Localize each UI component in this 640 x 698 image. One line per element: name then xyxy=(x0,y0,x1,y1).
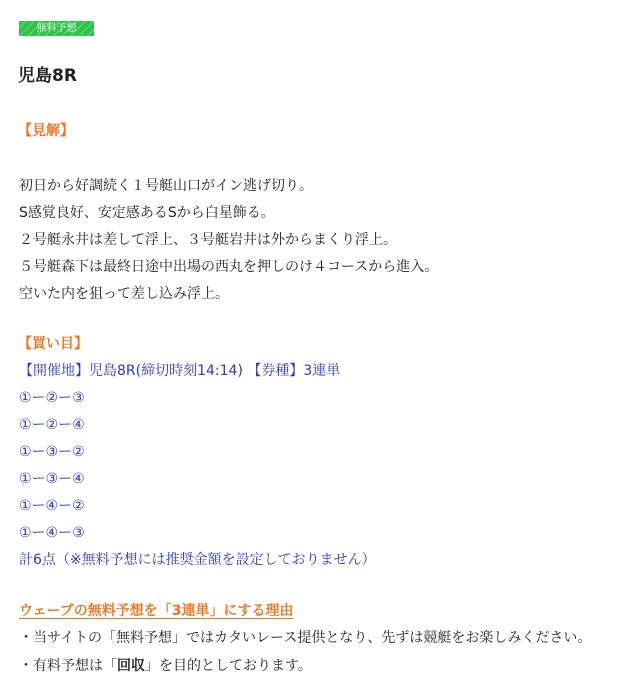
opinion-heading: 【見解】 xyxy=(18,123,74,139)
reason-line-1: ・当サイトの「無料予想」ではカタいレース提供となり、先ずは競艇をお楽しみください。 xyxy=(19,630,592,646)
combo-item: ①ー②ー③ xyxy=(19,390,85,406)
combo-item: ①ー③ー② xyxy=(19,444,85,460)
reason-line-2-emphasis: 回収 xyxy=(117,658,145,674)
combo-item: ①ー④ー③ xyxy=(19,525,85,541)
reason-line-2-prefix: ・有料予想は「 xyxy=(19,658,117,674)
opinion-line: 空いた内を狙って差し込み浮上。 xyxy=(19,286,229,302)
combo-item: ①ー②ー④ xyxy=(19,417,85,433)
total-points: 計6点（※無料予想には推奨金額を設定しておりません） xyxy=(19,552,376,568)
reason-line-2 xyxy=(19,656,312,676)
combo-item: ①ー③ー④ xyxy=(19,471,85,487)
picks-heading: 【買い目】 xyxy=(18,336,88,352)
opinion-line: ２号艇永井は差して浮上、３号艇岩井は外からまくり浮上。 xyxy=(19,232,397,248)
combo-item: ①ー④ー② xyxy=(19,498,85,514)
venue-ticket-line: 【開催地】児島8R(締切時刻14:14) 【券種】3連単 xyxy=(19,363,341,379)
opinion-line: ５号艇森下は最終日途中出場の西丸を押しのけ４コースから進入。 xyxy=(19,259,439,275)
opinion-line: S感覚良好、安定感あるSから白星飾る。 xyxy=(19,205,275,221)
opinion-line: 初日から好調続く１号艇山口がイン逃げ切り。 xyxy=(19,178,313,194)
free-prediction-badge: 無料予想 xyxy=(19,21,94,36)
reason-title: ウェーブの無料予想を「3連単」にする理由 xyxy=(19,603,294,619)
race-title: 児島8R xyxy=(18,66,77,86)
reason-line-2-suffix: 」を目的としております。 xyxy=(145,658,312,674)
